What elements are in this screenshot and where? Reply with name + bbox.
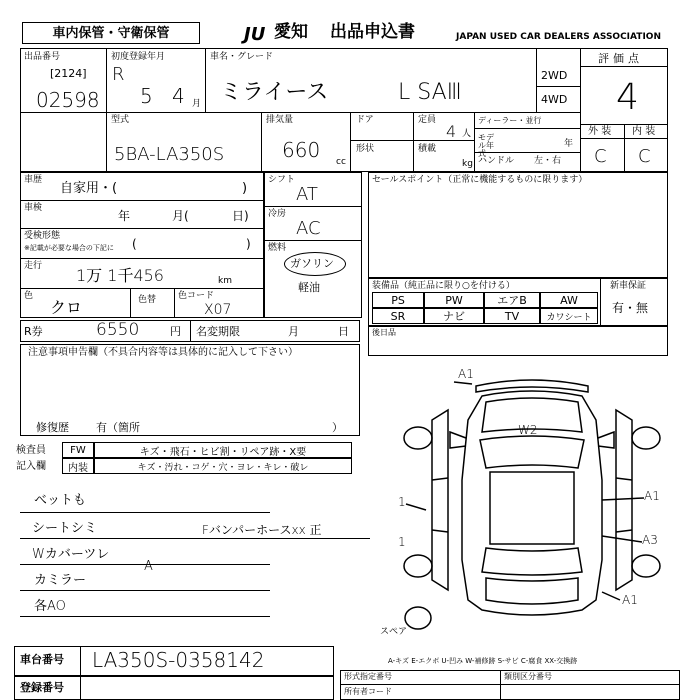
expiry-month: 月 bbox=[288, 325, 299, 338]
aftermarket-box bbox=[368, 326, 668, 356]
drive-4wd: 4WD bbox=[541, 93, 568, 106]
ext-label-1: 外 bbox=[588, 126, 598, 137]
displacement-label: 排気量 bbox=[266, 115, 294, 125]
ext-label bbox=[588, 127, 611, 137]
expiry-day: 日 bbox=[338, 325, 349, 338]
km-unit: km bbox=[218, 276, 232, 286]
note-line-3-tag: A bbox=[144, 559, 153, 574]
model-label: 型式 bbox=[111, 115, 130, 125]
equip-leather bbox=[540, 308, 598, 324]
wheel-front-right bbox=[632, 427, 660, 449]
accept-close: ) bbox=[246, 237, 251, 251]
score-label: 評価点 bbox=[598, 52, 643, 65]
accept-open: ( bbox=[132, 237, 137, 251]
dealer-label: ディーラー・並行 bbox=[478, 116, 542, 125]
trunk bbox=[486, 578, 578, 604]
wheel-rear-right bbox=[632, 555, 660, 577]
reg-month: 4 bbox=[172, 84, 185, 108]
equip-aw-label: AW bbox=[560, 293, 578, 307]
history-label: 車歴 bbox=[24, 175, 43, 185]
equip-tv bbox=[484, 308, 540, 324]
diagram-a1-bottom: A1 bbox=[622, 593, 638, 607]
car-name: ミライース bbox=[220, 80, 329, 105]
note-line-3: Wカバーツレ bbox=[32, 547, 110, 562]
car-grade: L SAⅢ bbox=[398, 80, 462, 105]
era: R bbox=[112, 64, 125, 85]
cc-unit: cc bbox=[336, 157, 346, 167]
aftermarket-label: 後日品 bbox=[372, 328, 396, 337]
inspection-month: 月( bbox=[172, 209, 189, 223]
lot-number: 02598 bbox=[36, 88, 100, 112]
inspection-year: 年 bbox=[118, 209, 131, 223]
ac-label: 冷房 bbox=[268, 209, 287, 219]
chassis-label: 車台番号 bbox=[20, 653, 64, 666]
ju-logo-mark: JU bbox=[244, 24, 266, 45]
capacity-label: 定員 bbox=[418, 115, 437, 125]
left-side-profile bbox=[432, 410, 448, 590]
equip-tv-label: TV bbox=[504, 309, 520, 323]
note-line-5: 各AO bbox=[34, 599, 66, 614]
fuel-label: 燃料 bbox=[268, 243, 287, 253]
history-close: ) bbox=[242, 181, 248, 196]
new-warranty-label: 新車保証 bbox=[610, 281, 647, 291]
fw-items bbox=[94, 442, 352, 458]
int-row-label bbox=[62, 458, 94, 474]
front-bumper bbox=[476, 380, 588, 392]
inspector-label-2: 記入欄 bbox=[16, 461, 46, 472]
diagram-a1-right: A1 bbox=[644, 489, 660, 503]
int-items bbox=[94, 458, 352, 474]
ext-label-2: 装 bbox=[601, 126, 612, 137]
mileage-value: 1万 1千456 bbox=[76, 266, 164, 285]
form-number-label: 形式指定番号 bbox=[344, 672, 392, 681]
diagram-a3-right: A3 bbox=[642, 533, 658, 547]
roof bbox=[490, 472, 574, 544]
notes-label: 注意事項申告欄（不具合内容等は具体的に記入して下さい） bbox=[28, 347, 298, 358]
recycle-label: R券 bbox=[24, 325, 43, 338]
recycle-yen: 円 bbox=[170, 325, 181, 338]
repair-value: 有（箇所 bbox=[96, 421, 140, 434]
year-unit: 年 bbox=[564, 139, 574, 149]
right-side-profile bbox=[616, 410, 632, 590]
equip-navi bbox=[424, 308, 484, 324]
sales-point-label: セールスポイント（正常に機能するものに限ります） bbox=[372, 175, 588, 185]
person-unit: 人 bbox=[462, 129, 472, 139]
brand-name: 愛知 bbox=[274, 22, 308, 42]
equip-pw bbox=[424, 292, 484, 308]
handle-label: ハンドル bbox=[478, 156, 515, 166]
ext-grade: C bbox=[594, 146, 607, 167]
wheel-rear-left bbox=[404, 555, 432, 577]
repair-close: ） bbox=[332, 421, 343, 434]
model-year-label: モデル年式 bbox=[478, 133, 494, 158]
diagram-one-left: 1 bbox=[398, 495, 406, 509]
wheel-front-left bbox=[404, 427, 432, 449]
int-label bbox=[632, 127, 655, 137]
history-value: 自家用・( bbox=[60, 181, 118, 196]
mileage-label: 走行 bbox=[24, 261, 43, 271]
equip-sr bbox=[372, 308, 424, 324]
capacity-value: 4 bbox=[446, 122, 457, 141]
lot-small: [2124] bbox=[50, 67, 87, 80]
reg-year: 5 bbox=[140, 84, 153, 108]
drive-2wd: 2WD bbox=[541, 69, 568, 82]
inspector-label-1: 検査員 bbox=[16, 445, 46, 456]
color-code-value: X07 bbox=[204, 302, 232, 318]
int-grade: C bbox=[638, 146, 651, 167]
rear-window bbox=[482, 548, 582, 575]
fw-label-text: FW bbox=[70, 444, 86, 456]
shift-label: シフト bbox=[268, 175, 296, 185]
color-value: クロ bbox=[50, 298, 83, 317]
score-value: 4 bbox=[616, 77, 639, 118]
org-name: JAPAN USED CAR DEALERS ASSOCIATION bbox=[456, 32, 661, 42]
equip-airbag bbox=[484, 292, 540, 308]
equip-aw bbox=[540, 292, 598, 308]
windshield bbox=[480, 436, 584, 468]
door-label: ドア bbox=[356, 115, 374, 125]
displacement-value: 660 bbox=[282, 138, 321, 162]
right-mirror bbox=[598, 432, 614, 448]
storage-badge bbox=[22, 22, 200, 44]
first-reg-label: 初度登録年月 bbox=[111, 52, 166, 62]
spare-label: スペア bbox=[380, 627, 408, 637]
diagram-w2: W2 bbox=[518, 423, 538, 437]
color-label: 色 bbox=[24, 291, 34, 301]
color-change-label: 色替 bbox=[138, 295, 157, 305]
fw-label bbox=[62, 442, 94, 458]
damage-legend: A-キズ E-エクボ U-凹み W-補修跡 S-サビ C-腐食 XX-交換跡 bbox=[388, 657, 578, 665]
note-line-4: カミラー bbox=[34, 573, 87, 588]
int-items-text: キズ・汚れ・コゲ・穴・ヨレ・キレ・破レ bbox=[137, 462, 309, 473]
handle-value: 左・右 bbox=[534, 156, 562, 166]
kg-unit: kg bbox=[462, 159, 473, 169]
chassis-number: LA350S-0358142 bbox=[92, 648, 265, 672]
equip-ps bbox=[372, 292, 424, 308]
inspection-label: 車検 bbox=[24, 203, 43, 213]
left-mirror bbox=[450, 432, 466, 448]
equip-leather-label: カワシート bbox=[546, 312, 592, 323]
recycle-amount: 6550 bbox=[96, 320, 140, 340]
class-number-label: 類別区分番号 bbox=[504, 672, 552, 681]
int-label-1: 内 bbox=[632, 126, 642, 137]
reg-number-label: 登録番号 bbox=[20, 681, 64, 694]
sales-point-box bbox=[368, 172, 668, 278]
equip-pw-label: PW bbox=[445, 293, 463, 307]
color-code-label: 色コード bbox=[178, 291, 215, 301]
ju-logo bbox=[244, 24, 265, 45]
equip-sr-label: SR bbox=[390, 309, 406, 323]
lot-label: 出品番号 bbox=[24, 52, 61, 62]
diagram-one-mid: 1 bbox=[398, 535, 406, 549]
equip-airbag-label: エアB bbox=[497, 294, 527, 307]
int-row-label-text: 内装 bbox=[68, 462, 88, 474]
car-name-label: 車名・グレード bbox=[210, 52, 274, 62]
form-title: 出品申込書 bbox=[330, 22, 415, 42]
fuel-gasoline: ガソリン bbox=[290, 257, 334, 270]
fw-items-text: キズ・飛石・ヒビ割・リペア跡・X要 bbox=[139, 446, 307, 458]
repair-label: 修復歴 bbox=[36, 421, 69, 434]
new-warranty-value: 有・無 bbox=[612, 301, 649, 315]
equip-ps-label: PS bbox=[391, 293, 405, 307]
note-line-1: ベットも bbox=[34, 493, 87, 508]
shift-value: AT bbox=[296, 184, 318, 205]
inspection-day: 日) bbox=[232, 209, 249, 223]
model-value: 5BA-LA350S bbox=[114, 144, 225, 165]
shape-label: 形状 bbox=[356, 144, 375, 154]
equipment-label: 装備品（純正品に限り○を付ける） bbox=[372, 281, 515, 291]
note-bumper: Fバンパーホースxx 正 bbox=[202, 523, 322, 537]
equip-navi-label: ナビ bbox=[443, 310, 465, 323]
accept-sub: ※記載が必要な場合の下記に bbox=[24, 244, 114, 252]
ac-value: AC bbox=[296, 218, 321, 239]
owner-code-label: 所有者コード bbox=[344, 687, 392, 696]
note-line-2: シートシミ bbox=[32, 521, 98, 536]
int-label-2: 装 bbox=[645, 126, 656, 137]
expiry-label: 名変期限 bbox=[196, 325, 240, 338]
accept-label: 受検形態 bbox=[24, 231, 61, 241]
fuel-diesel: 軽油 bbox=[298, 281, 320, 294]
month-unit: 月 bbox=[192, 99, 202, 109]
diagram-a1-top: A1 bbox=[458, 367, 474, 381]
load-label: 積載 bbox=[418, 144, 437, 154]
spare-tire bbox=[405, 607, 431, 629]
storage-badge-text: 車内保管・守衛保管 bbox=[52, 25, 170, 41]
